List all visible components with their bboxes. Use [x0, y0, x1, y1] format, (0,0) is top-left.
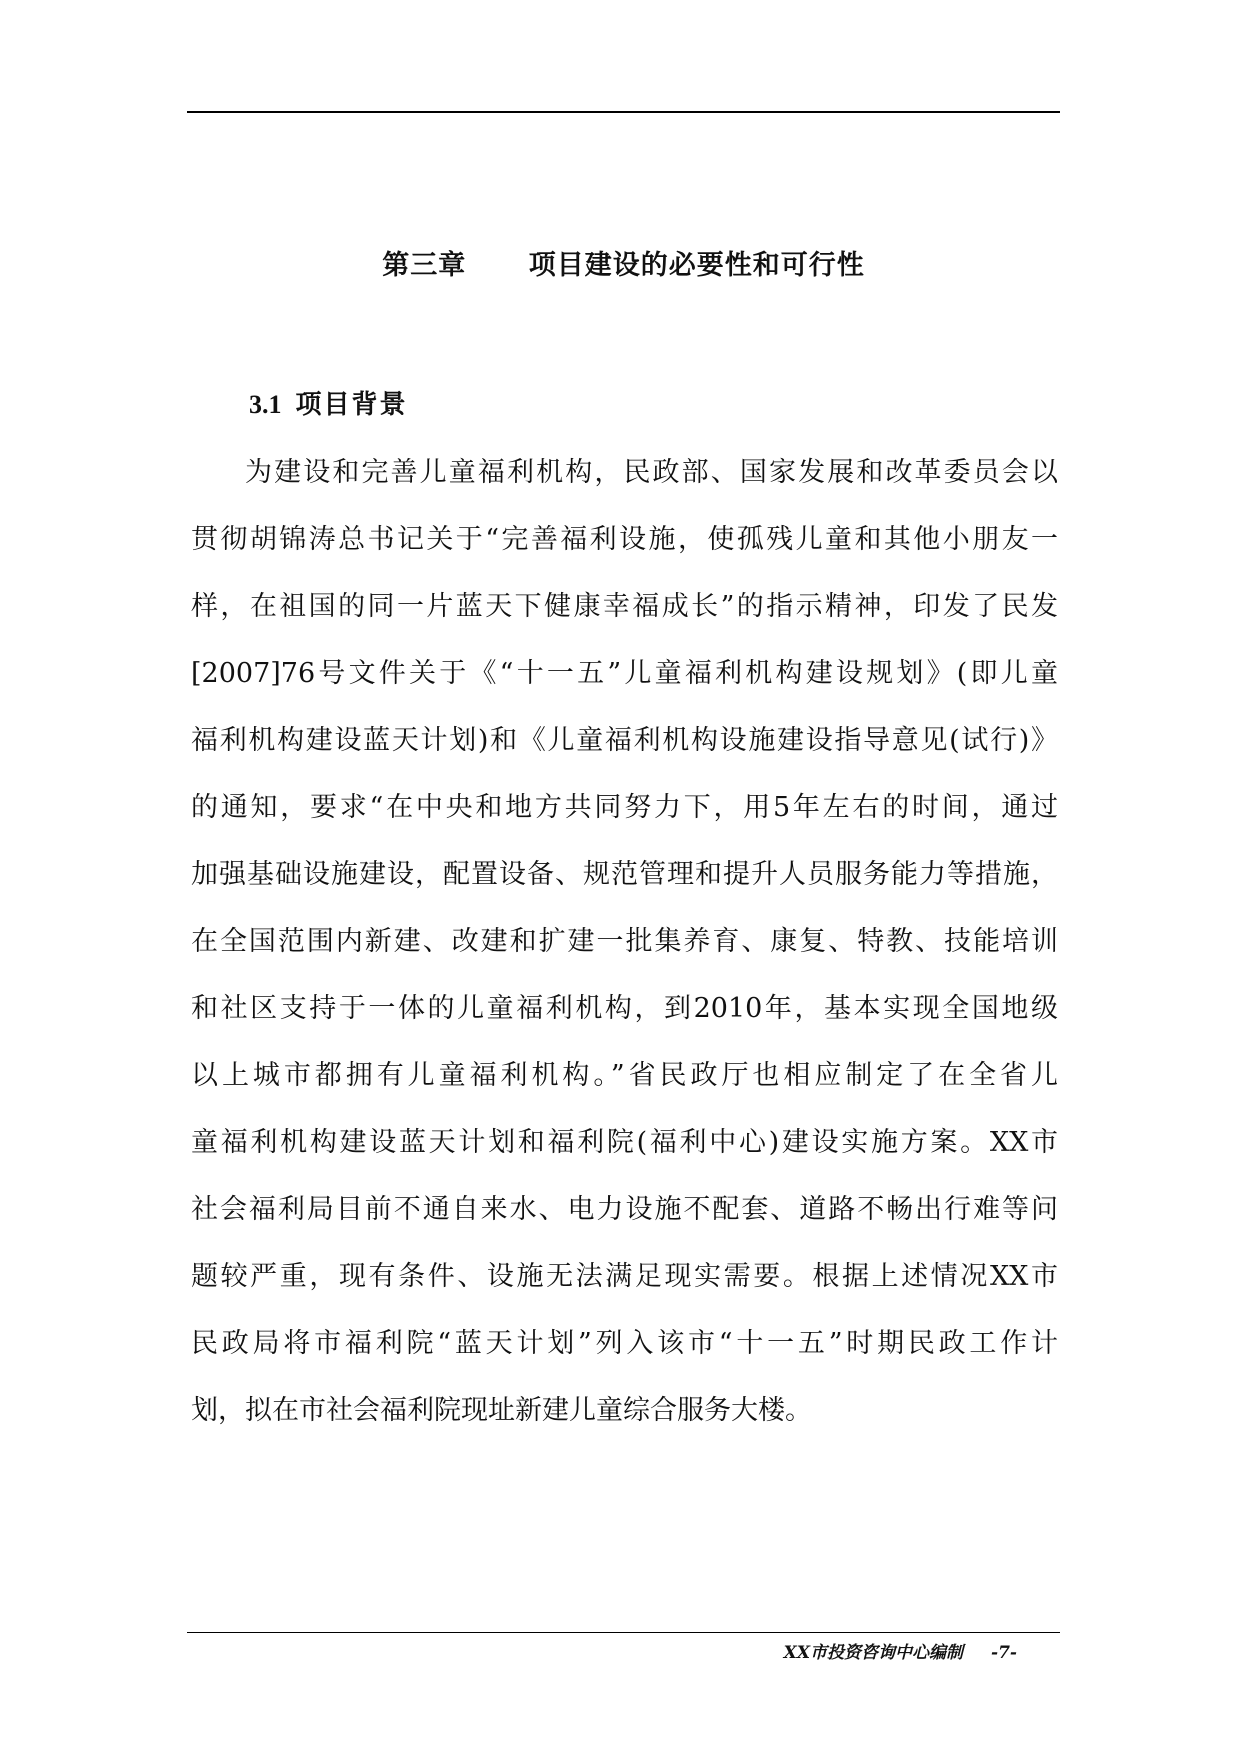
paragraph-line: 题较严重，现有条件、设施无法满足现实需要。根据上述情况XX市 [191, 1261, 1058, 1292]
paragraph-line: 的通知，要求“在中央和地方共同努力下，用5年左右的时间，通过 [191, 792, 1058, 823]
header-rule [187, 111, 1060, 113]
section-title: 项目背景 [295, 390, 408, 420]
paragraph-line: [2007]76号文件关于《“十一五”儿童福利机构建设规划》(即儿童 [191, 658, 1058, 689]
footer [187, 1640, 1017, 1666]
body-paragraph [191, 448, 1058, 1453]
paragraph-line: 和社区支持于一体的儿童福利机构，到2010年，基本实现全国地级 [191, 993, 1058, 1024]
paragraph-line: 为建设和完善儿童福利机构，民政部、国家发展和改革委员会以 [245, 457, 1058, 488]
paragraph-line: 划，拟在市社会福利院现址新建儿童综合服务大楼。 [191, 1395, 812, 1426]
paragraph-line: 童福利机构建设蓝天计划和福利院(福利中心)建设实施方案。XX市 [191, 1127, 1058, 1158]
footer-rule [187, 1632, 1060, 1633]
paragraph-line: 贯彻胡锦涛总书记关于“完善福利设施，使孤残儿童和其他小朋友一 [191, 524, 1058, 555]
paragraph-line: 福利机构建设蓝天计划)和《儿童福利机构设施建设指导意见(试行)》 [191, 725, 1058, 756]
section-heading [249, 385, 408, 425]
paragraph-line: 以上城市都拥有儿童福利机构。”省民政厅也相应制定了在全省儿 [191, 1060, 1058, 1091]
paragraph-line: 在全国范围内新建、改建和扩建一批集养育、康复、特教、技能培训 [191, 926, 1058, 957]
section-number: 3.1 [249, 390, 282, 419]
footer-publisher: XX市投资咨询中心编制 [783, 1643, 964, 1663]
paragraph-line: 社会福利局目前不通自来水、电力设施不配套、道路不畅出行难等问 [191, 1194, 1058, 1225]
paragraph-line: 样，在祖国的同一片蓝天下健康幸福成长”的指示精神，印发了民发 [191, 591, 1058, 622]
paragraph-line: 加强基础设施建设，配置设备、规范管理和提升人员服务能力等措施， [191, 859, 1058, 890]
paragraph-line: 民政局将市福利院“蓝天计划”列入该市“十一五”时期民政工作计 [191, 1328, 1058, 1359]
page-number: -7- [991, 1643, 1017, 1663]
chapter-title: 第三章 项目建设的必要性和可行性 [382, 250, 865, 281]
